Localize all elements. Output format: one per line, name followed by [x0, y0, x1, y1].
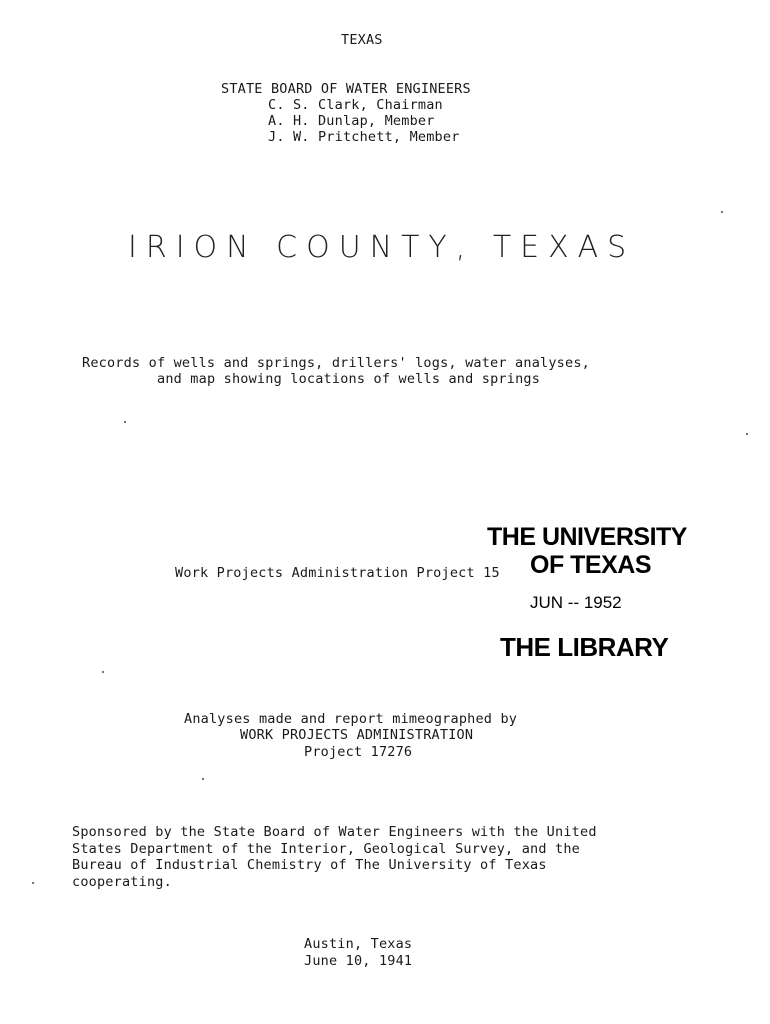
state-header: TEXAS: [341, 32, 383, 48]
sponsor-line: States Department of the Interior, Geological Survey, and the: [72, 841, 580, 857]
analyses-line: Analyses made and report mimeographed by: [184, 711, 518, 727]
sponsor-line: cooperating.: [72, 874, 172, 890]
stamp-date: JUN -- 1952: [530, 593, 622, 612]
scan-speck: [202, 778, 204, 780]
footer-date: June 10, 1941: [304, 953, 413, 969]
sponsor-line: Bureau of Industrial Chemistry of The University of Texas: [72, 857, 547, 873]
stamp-university: THE UNIVERSITY: [487, 523, 687, 551]
scan-speck: [32, 882, 34, 884]
scan-speck: [102, 671, 104, 673]
board-member: J. W. Pritchett, Member: [268, 129, 460, 145]
project-line: Work Projects Administration Project 15: [175, 565, 500, 581]
board-member: C. S. Clark, Chairman: [268, 97, 443, 113]
stamp-of-texas: OF TEXAS: [530, 551, 652, 579]
scan-speck: [721, 211, 723, 213]
sponsor-line: Sponsored by the State Board of Water Engineers with the United: [72, 824, 597, 840]
document-title: IRION COUNTY, TEXAS: [128, 230, 636, 265]
footer-city: Austin, Texas: [304, 936, 413, 952]
scan-speck: [746, 433, 748, 435]
description-line: Records of wells and springs, drillers' logs, water analyses,: [82, 355, 590, 371]
scan-speck: [124, 421, 126, 423]
board-member: A. H. Dunlap, Member: [268, 113, 435, 129]
analyses-project: Project 17276: [304, 744, 413, 760]
board-name: STATE BOARD OF WATER ENGINEERS: [221, 81, 471, 97]
description-line: and map showing locations of wells and springs: [157, 371, 541, 387]
analyses-org: WORK PROJECTS ADMINISTRATION: [240, 727, 474, 743]
stamp-library: THE LIBRARY: [500, 632, 669, 662]
